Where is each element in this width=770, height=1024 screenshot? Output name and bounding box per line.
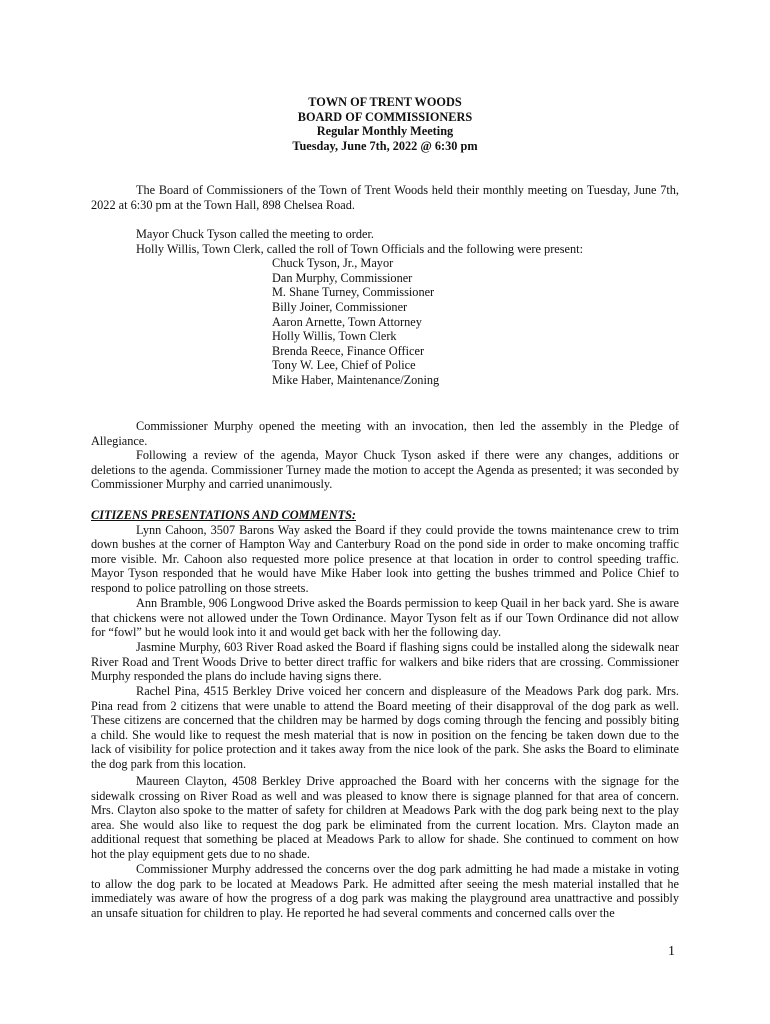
attendee: Aaron Arnette, Town Attorney [272, 314, 422, 329]
attendee: Chuck Tyson, Jr., Mayor [272, 256, 394, 271]
town-title: TOWN OF TRENT WOODS [308, 95, 462, 109]
meeting-date: Tuesday, June 7th, 2022 @ 6:30 pm [292, 138, 478, 153]
call-to-order: Mayor Chuck Tyson called the meeting to order. [136, 227, 374, 241]
comment-paragraph: Commissioner Murphy addressed the concerns over the dog park admitting he had made a mistake in voting to allow the dog park to be located at Meadows Park. He admitted after seeing the mesh material installed that he immediately was aware of how the progress of a dog park was making the playground area unattractive and possibly an unsafe situation for children to play. He reported he had several comments and concerned calls over the [91, 862, 679, 920]
comment-paragraph: Ann Bramble, 906 Longwood Drive asked the Boards permission to keep Quail in her back yard. She is aware that chickens were not allowed under the Town Ordinance. Mayor Tyson felt as if our Town Ordinance did not allow for “fowl” but he would look into it and would get back with her the following day. [91, 596, 679, 640]
comment-paragraph: Jasmine Murphy, 603 River Road asked the Board if flashing signs could be installed along the sidewalk near River Road and Trent Woods Drive to better direct traffic for walkers and bike riders that are crossing. Commissioner Murphy responded the plans do include having signs there. [91, 640, 679, 684]
comment-paragraph: Maureen Clayton, 4508 Berkley Drive approached the Board with her concerns with the signage for the sidewalk crossing on River Road as well and was pleased to know there is signage planned for that area of concern. Mrs. Clayton also spoke to the matter of safety for children at Meadows Park with the dog park being next to the play area. She would also like to request the dog park be eliminated from the current location. Mrs. Clayton made an additional request that something be placed at Meadows Park to allow for shade. She continued to comment on how hot the play equipment gets due to no shade. [91, 774, 679, 861]
page-number: 1 [668, 944, 675, 959]
attendee: Billy Joiner, Commissioner [272, 300, 408, 314]
intro-paragraph: The Board of Commissioners of the Town of Trent Woods held their monthly meeting on Tuesday, June 7th, 2022 at 6:30 pm at the Town Hall, 898 Chelsea Road. [91, 183, 679, 212]
attendee: Holly Willis, Town Clerk [272, 329, 397, 344]
meeting-type: Regular Monthly Meeting [316, 124, 454, 139]
roll-call: Holly Willis, Town Clerk, called the roll of Town Officials and the following were present: [136, 241, 583, 256]
attendee: Tony W. Lee, Chief of Police [272, 358, 416, 373]
board-title: BOARD OF COMMISSIONERS [297, 109, 473, 124]
attendee: Mike Haber, Maintenance/Zoning [272, 373, 440, 387]
section-heading: CITIZENS PRESENTATIONS AND COMMENTS: [91, 508, 357, 522]
comment-paragraph: Lynn Cahoon, 3507 Barons Way asked the Board if they could provide the towns maintenance crew to trim down bushes at the corner of Hampton Way and Canterbury Road on the pond side in order to make oncoming traffic more visible. Mr. Cahoon also requested more police presence at that location in order to control speeding traffic. Mayor Tyson responded that he would have Mike Haber look into getting the bushes trimmed and Police Chief to respond to police patrolling on those streets. [91, 522, 679, 595]
attendee: Dan Murphy, Commissioner [272, 270, 413, 285]
comment-paragraph: Rachel Pina, 4515 Berkley Drive voiced her concern and displeasure of the Meadows Park dog park. Mrs. Pina read from 2 citizens that were unable to attend the Board meeting of their disapproval of the dog park as well. These citizens are concerned that the children may be harmed by dogs coming through the fencing and possibly biting a child. She would like to request the mesh material that is now in position on the fencing be taken down due to the lack of visibility for police protection and it takes away from the nice look of the park. She asks the Board to eliminate the dog park from this location. [91, 684, 679, 771]
invocation-paragraph: Commissioner Murphy opened the meeting with an invocation, then led the assembly in the Pledge of Allegiance. [91, 419, 679, 448]
agenda-paragraph: Following a review of the agenda, Mayor Chuck Tyson asked if there were any changes, additions or deletions to the agenda. Commissioner Turney made the motion to accept the Agenda as presented; it was seconded by Commissioner Murphy and carried unanimously. [91, 448, 679, 492]
attendee: M. Shane Turney, Commissioner [272, 285, 435, 300]
attendee: Brenda Reece, Finance Officer [272, 343, 425, 358]
